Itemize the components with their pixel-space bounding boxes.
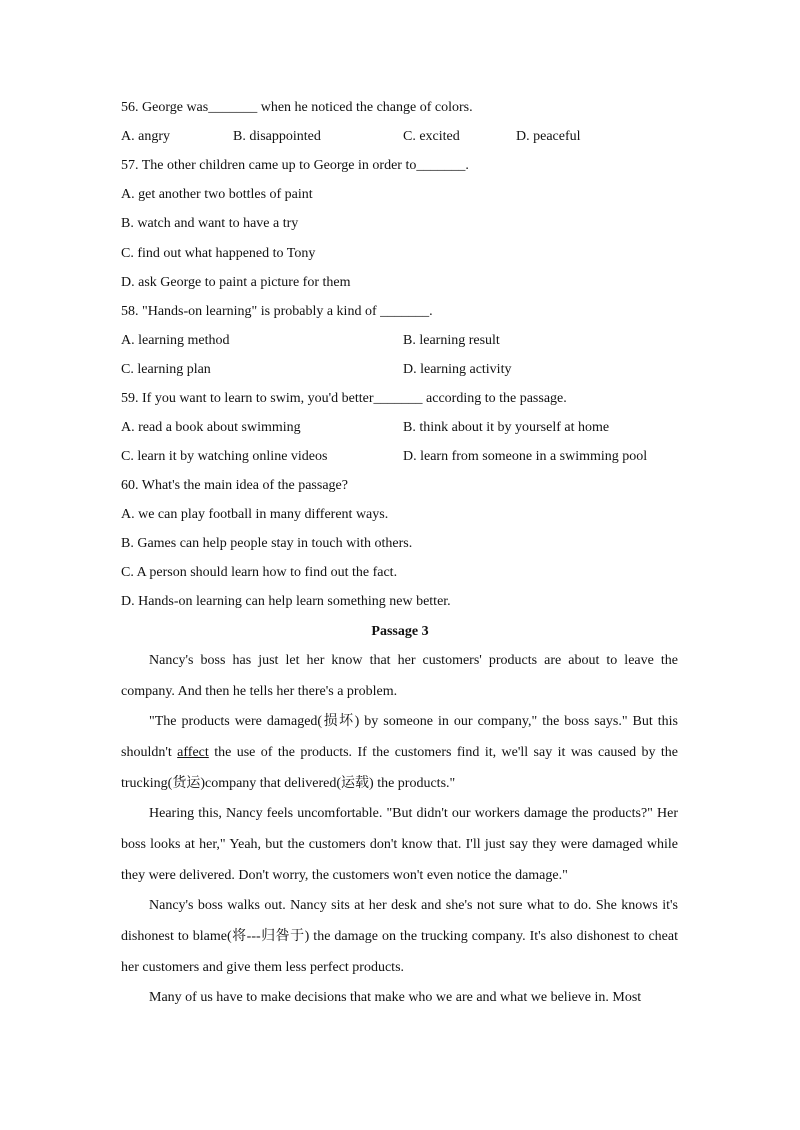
question-56-stem: 56. George was_______ when he noticed the change of colors. <box>121 100 473 115</box>
paragraph-2-text-start: "The products were damaged(损坏) by someone in our company," the boss says." But this shouldn't <box>121 714 678 760</box>
q59-option-c: C. learn it by watching online videos <box>121 449 328 464</box>
q60-option-b: B. Games can help people stay in touch with others. <box>121 536 413 551</box>
passage-paragraph-5: Many of us have to make decisions that make who we are and what we believe in. Most <box>149 990 642 1005</box>
passage-paragraph-3: Hearing this, Nancy feels uncomfortable. "But didn't our workers damage the products?" Her boss looks at her," Yeah, but the customers don't know that. I'll just say they were damaged while they were delivered. Don't worry, the customers won't even notice the damage." <box>121 806 678 883</box>
q57-option-b: B. watch and want to have a try <box>121 216 299 231</box>
q58-option-d: D. learning activity <box>403 362 512 377</box>
q60-option-a: A. we can play football in many different ways. <box>121 507 389 522</box>
paragraph-2-text-end: the use of the products. If the customers find it, we'll say it was caused by the trucking(货运)company that delivered(运载) the products." <box>121 745 679 791</box>
q58-option-c: C. learning plan <box>121 362 211 377</box>
q56-option-a: A. angry <box>121 129 170 144</box>
question-59-stem: 59. If you want to learn to swim, you'd better_______ according to the passage. <box>121 391 567 406</box>
q58-option-b: B. learning result <box>403 333 500 348</box>
q59-option-a: A. read a book about swimming <box>121 420 301 435</box>
q57-option-c: C. find out what happened to Tony <box>121 246 316 261</box>
underlined-word: affect <box>177 745 209 760</box>
passage-paragraph-2 <box>121 706 678 799</box>
passage-paragraph-1: Nancy's boss has just let her know that her customers' products are about to leave the company. And then he tells her there's a problem. <box>121 653 678 699</box>
question-60-stem: 60. What's the main idea of the passage? <box>121 478 348 493</box>
q56-option-c: C. excited <box>403 129 460 144</box>
q59-option-d: D. learn from someone in a swimming pool <box>403 449 648 464</box>
passage-paragraph-4: Nancy's boss walks out. Nancy sits at her desk and she's not sure what to do. She knows it's dishonest to blame(将---归咎于) the damage on the trucking company. It's also dishonest to cheat her customers and give them less perfect products. <box>121 898 678 975</box>
passage-title: Passage 3 <box>371 624 429 639</box>
q58-option-a: A. learning method <box>121 333 230 348</box>
q57-option-d: D. ask George to paint a picture for them <box>121 275 351 290</box>
q56-option-b: B. disappointed <box>233 129 321 144</box>
question-58-stem: 58. "Hands-on learning" is probably a kind of _______. <box>121 304 433 319</box>
q60-option-c: C. A person should learn how to find out the fact. <box>121 565 398 580</box>
q59-option-b: B. think about it by yourself at home <box>403 420 610 435</box>
q56-option-d: D. peaceful <box>516 129 581 144</box>
question-57-stem: 57. The other children came up to George in order to_______. <box>121 158 469 173</box>
q57-option-a: A. get another two bottles of paint <box>121 187 313 202</box>
q60-option-d: D. Hands-on learning can help learn something new better. <box>121 594 451 609</box>
